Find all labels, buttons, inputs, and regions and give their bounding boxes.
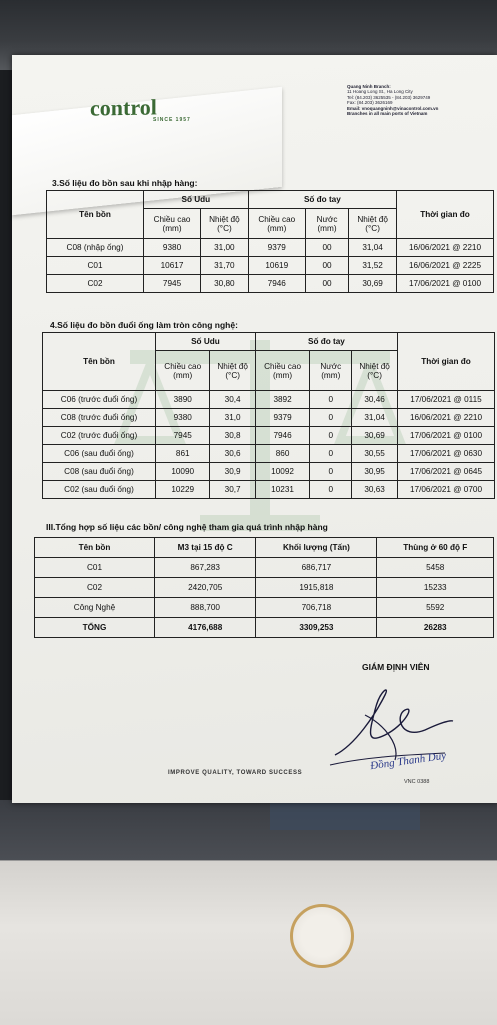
- table-cell: 10090: [156, 463, 210, 481]
- table-cell: C08 (trước đuổi ống): [43, 409, 156, 427]
- header-water: Nước (mm): [305, 209, 348, 239]
- header-manual: Số đo tay: [255, 333, 397, 351]
- table-cell: C06 (sau đuổi ống): [43, 445, 156, 463]
- table-cell: 17/06/2021 @ 0100: [397, 275, 494, 293]
- table-cell: 3890: [156, 391, 210, 409]
- header-mass: Khối lượng (Tấn): [256, 538, 377, 558]
- table-cell: 30,69: [349, 275, 397, 293]
- header-udu: Số Udu: [144, 191, 249, 209]
- table-cell: C01: [35, 558, 155, 578]
- table-cell: 17/06/2021 @ 0700: [398, 481, 495, 499]
- table-cell: 706,718: [256, 598, 377, 618]
- table-row: [43, 445, 495, 463]
- header-height: Chiều cao (mm): [156, 351, 210, 391]
- header-volume: M3 tại 15 độ C: [155, 538, 256, 558]
- header-water: Nước (mm): [310, 351, 352, 391]
- header-temp: Nhiệt độ (°C): [201, 209, 249, 239]
- table-cell: 7946: [248, 275, 305, 293]
- signer-name: Đồng Thanh Duy: [369, 749, 447, 773]
- header-height-manual: Chiều cao (mm): [248, 209, 305, 239]
- table-row: [47, 257, 494, 275]
- branch-line: Branches in all main ports of Vietnam: [347, 111, 428, 117]
- table-cell: 31,70: [201, 257, 249, 275]
- table-cell: 7946: [255, 427, 309, 445]
- table-row: [47, 275, 494, 293]
- table-row: [35, 598, 494, 618]
- table-cell: 888,700: [155, 598, 256, 618]
- table-cell: 0: [310, 481, 352, 499]
- table-cell: 7945: [156, 427, 210, 445]
- total-row: [35, 618, 494, 638]
- section4-table: [42, 332, 495, 499]
- header-temp: Nhiệt độ (°C): [210, 351, 255, 391]
- header-height: Chiều cao (mm): [144, 209, 201, 239]
- background-bottom: [0, 800, 497, 860]
- table-cell: 9380: [144, 239, 201, 257]
- table-cell: 0: [310, 391, 352, 409]
- table-cell: 00: [305, 275, 348, 293]
- header-barrels: Thùng ở 60 độ F: [377, 538, 494, 558]
- table-cell: 861: [156, 445, 210, 463]
- table-cell: 7945: [144, 275, 201, 293]
- table-row: [43, 391, 495, 409]
- branch-line: Email: vnoquangninh@vinacontrol.com.vn: [347, 105, 439, 111]
- table-row: [35, 558, 494, 578]
- table-cell: 0: [310, 409, 352, 427]
- table-cell: 9379: [248, 239, 305, 257]
- table-cell: 30,8: [210, 427, 255, 445]
- table-cell: 0: [310, 445, 352, 463]
- total-cell: 26283: [377, 618, 494, 638]
- table-cell: C08 (nhập ống): [47, 239, 144, 257]
- table-cell: 30,63: [352, 481, 398, 499]
- table-cell: 00: [305, 239, 348, 257]
- header-temp-manual: Nhiệt độ (°C): [352, 351, 398, 391]
- branch-line: 11 Hoang Long St., Ha Long City: [347, 89, 413, 95]
- table-cell: C02 (sau đuổi ống): [43, 481, 156, 499]
- home-button[interactable]: [290, 904, 354, 968]
- table-cell: 5458: [377, 558, 494, 578]
- table-cell: 1915,818: [256, 578, 377, 598]
- table-cell: 31,52: [349, 257, 397, 275]
- table-cell: 30,46: [352, 391, 398, 409]
- table-cell: 30,95: [352, 463, 398, 481]
- table-cell: 31,00: [201, 239, 249, 257]
- table-cell: 10231: [255, 481, 309, 499]
- table-cell: 30,6: [210, 445, 255, 463]
- section5-title: III.Tổng hợp số liệu các bồn/ công nghệ tham gia quá trình nhập hàng: [46, 522, 328, 532]
- table-row: [43, 481, 495, 499]
- table-cell: 30,9: [210, 463, 255, 481]
- logo-since: SINCE 1957: [153, 117, 191, 123]
- footer-slogan: IMPROVE QUALITY, TOWARD SUCCESS: [168, 770, 303, 776]
- table-cell: 9380: [156, 409, 210, 427]
- header-tank: Tên bồn: [35, 538, 155, 558]
- table-cell: 16/06/2021 @ 2210: [397, 239, 494, 257]
- header-height-manual: Chiều cao (mm): [255, 351, 309, 391]
- table-cell: 31,04: [352, 409, 398, 427]
- table-cell: 16/06/2021 @ 2225: [397, 257, 494, 275]
- section4-title: 4.Số liệu đo bồn đuổi ống làm tròn công nghệ:: [50, 320, 238, 330]
- section3-title: 3.Số liệu đo bồn sau khi nhập hàng:: [52, 178, 198, 188]
- table-cell: 860: [255, 445, 309, 463]
- table-cell: 10617: [144, 257, 201, 275]
- summary-table: [34, 537, 494, 638]
- header-temp-manual: Nhiệt độ (°C): [349, 209, 397, 239]
- table-cell: 16/06/2021 @ 2210: [398, 409, 495, 427]
- table-cell: 17/06/2021 @ 0630: [398, 445, 495, 463]
- table-cell: C02: [35, 578, 155, 598]
- total-cell: 3309,253: [256, 618, 377, 638]
- header-tank: Tên bồn: [47, 191, 144, 239]
- table-cell: C08 (sau đuổi ống): [43, 463, 156, 481]
- table-cell: 9379: [255, 409, 309, 427]
- table-cell: 10229: [156, 481, 210, 499]
- table-cell: C02 (trước đuổi ống): [43, 427, 156, 445]
- table-cell: 17/06/2021 @ 0645: [398, 463, 495, 481]
- inspector-label: GIÁM ĐỊNH VIÊN: [362, 662, 430, 672]
- table-cell: 31,04: [349, 239, 397, 257]
- table-cell: 10619: [248, 257, 305, 275]
- table-cell: 17/06/2021 @ 0100: [398, 427, 495, 445]
- table-cell: 00: [305, 257, 348, 275]
- header-time: Thời gian đo: [398, 333, 495, 391]
- table-cell: C02: [47, 275, 144, 293]
- table-cell: 10092: [255, 463, 309, 481]
- table-cell: C01: [47, 257, 144, 275]
- tablet-bezel: [0, 860, 497, 1025]
- header-time: Thời gian đo: [397, 191, 494, 239]
- table-cell: 867,283: [155, 558, 256, 578]
- header-udu: Số Udu: [156, 333, 256, 351]
- branch-line: Fax: (84.203) 3626169: [347, 100, 393, 106]
- table-cell: 0: [310, 427, 352, 445]
- total-label: TỔNG: [35, 618, 155, 638]
- table-row: [43, 427, 495, 445]
- table-cell: 15233: [377, 578, 494, 598]
- header-manual: Số đo tay: [248, 191, 396, 209]
- table-cell: 17/06/2021 @ 0115: [398, 391, 495, 409]
- table-cell: 686,717: [256, 558, 377, 578]
- table-cell: 30,69: [352, 427, 398, 445]
- table-cell: 31,0: [210, 409, 255, 427]
- header-tank: Tên bồn: [43, 333, 156, 391]
- table-row: [43, 463, 495, 481]
- branch-line: Quang Ninh Branch:: [347, 84, 391, 89]
- section3-table: [46, 190, 494, 293]
- table-cell: 0: [310, 463, 352, 481]
- signer-code: VNC 0388: [404, 779, 430, 785]
- branch-line: Tel: (84.203) 3625535 - (84.203) 3629749: [347, 94, 431, 100]
- table-cell: 2420,705: [155, 578, 256, 598]
- company-logo: control: [90, 94, 157, 121]
- table-cell: 30,80: [201, 275, 249, 293]
- table-cell: 3892: [255, 391, 309, 409]
- table-cell: 30,7: [210, 481, 255, 499]
- table-cell: 30,4: [210, 391, 255, 409]
- table-cell: Công Nghệ: [35, 598, 155, 618]
- table-row: [35, 578, 494, 598]
- branch-info: [347, 84, 487, 116]
- table-row: [43, 409, 495, 427]
- table-cell: C06 (trước đuổi ống): [43, 391, 156, 409]
- table-row: [47, 239, 494, 257]
- total-cell: 4176,688: [155, 618, 256, 638]
- table-cell: 30,55: [352, 445, 398, 463]
- table-cell: 5592: [377, 598, 494, 618]
